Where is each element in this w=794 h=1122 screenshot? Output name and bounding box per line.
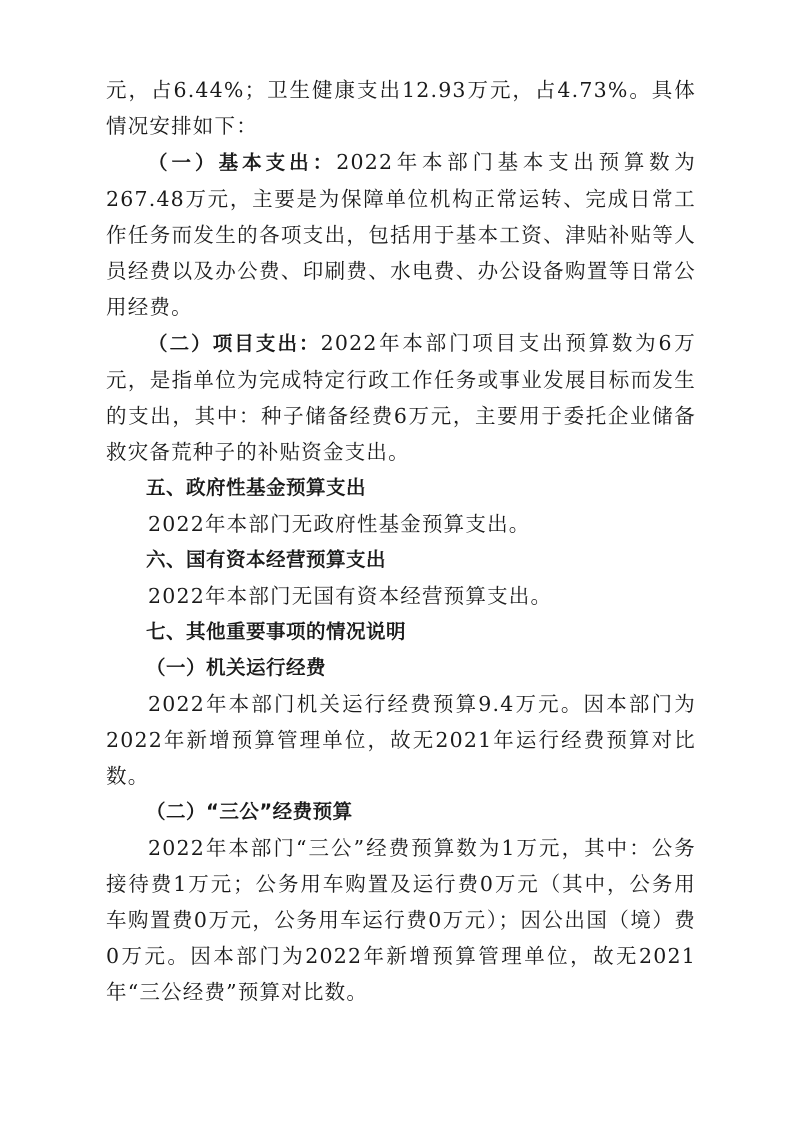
basic-expenditure-paragraph: [106, 144, 696, 325]
section7-sub2-heading: （二）“三公”经费预算: [146, 800, 353, 823]
basic-expenditure-text: 2022年本部门基本支出预算数为267.48万元，主要是为保障单位机构正常运转、完成日常工作任务而发生的各项支出，包括用于基本工资、津贴补贴等人员经费以及办公费、印刷费、水电费、办公设备购置等日常公用经费。: [106, 150, 696, 319]
project-expenditure-lead: （二）项目支出：: [148, 332, 321, 355]
section7-sub1-heading: （一）机关运行经费: [146, 656, 327, 679]
section7-sub2-text: 2022年本部门“三公”经费预算数为1万元，其中：公务接待费1万元；公务用车购置及运行费0万元（其中，公务用车购置费0万元，公务用车运行费0万元）；因公出国（境）费0万元。因本部门为2022年新增预算管理单位，故无2021年“三公经费”预算对比数。: [106, 836, 696, 1004]
intro-paragraph: 元，占6.44%；卫生健康支出12.93万元，占4.73%。具体情况安排如下：: [106, 78, 696, 138]
project-expenditure-paragraph: [106, 325, 696, 470]
project-expenditure-text: 2022年本部门项目支出预算数为6万元，是指单位为完成特定行政工作任务或事业发展目标而发生的支出，其中：种子储备经费6万元，主要用于委托企业储备救灾备荒种子的补贴资金支出。: [106, 331, 696, 464]
section7-sub1-text: 2022年本部门机关运行经费预算9.4万元。因本部门为2022年新增预算管理单位，故无2021年运行经费预算对比数。: [106, 692, 696, 788]
section5-text: 2022年本部门无政府性基金预算支出。: [148, 512, 531, 536]
document-page: [106, 72, 696, 1010]
basic-expenditure-lead: （一）基本支出：: [148, 151, 337, 174]
section7-heading: 七、其他重要事项的情况说明: [146, 620, 407, 643]
section6-text: 2022年本部门无国有资本经营预算支出。: [148, 584, 553, 608]
section5-heading: 五、政府性基金预算支出: [146, 476, 367, 499]
section6-heading: 六、国有资本经营预算支出: [146, 548, 387, 571]
